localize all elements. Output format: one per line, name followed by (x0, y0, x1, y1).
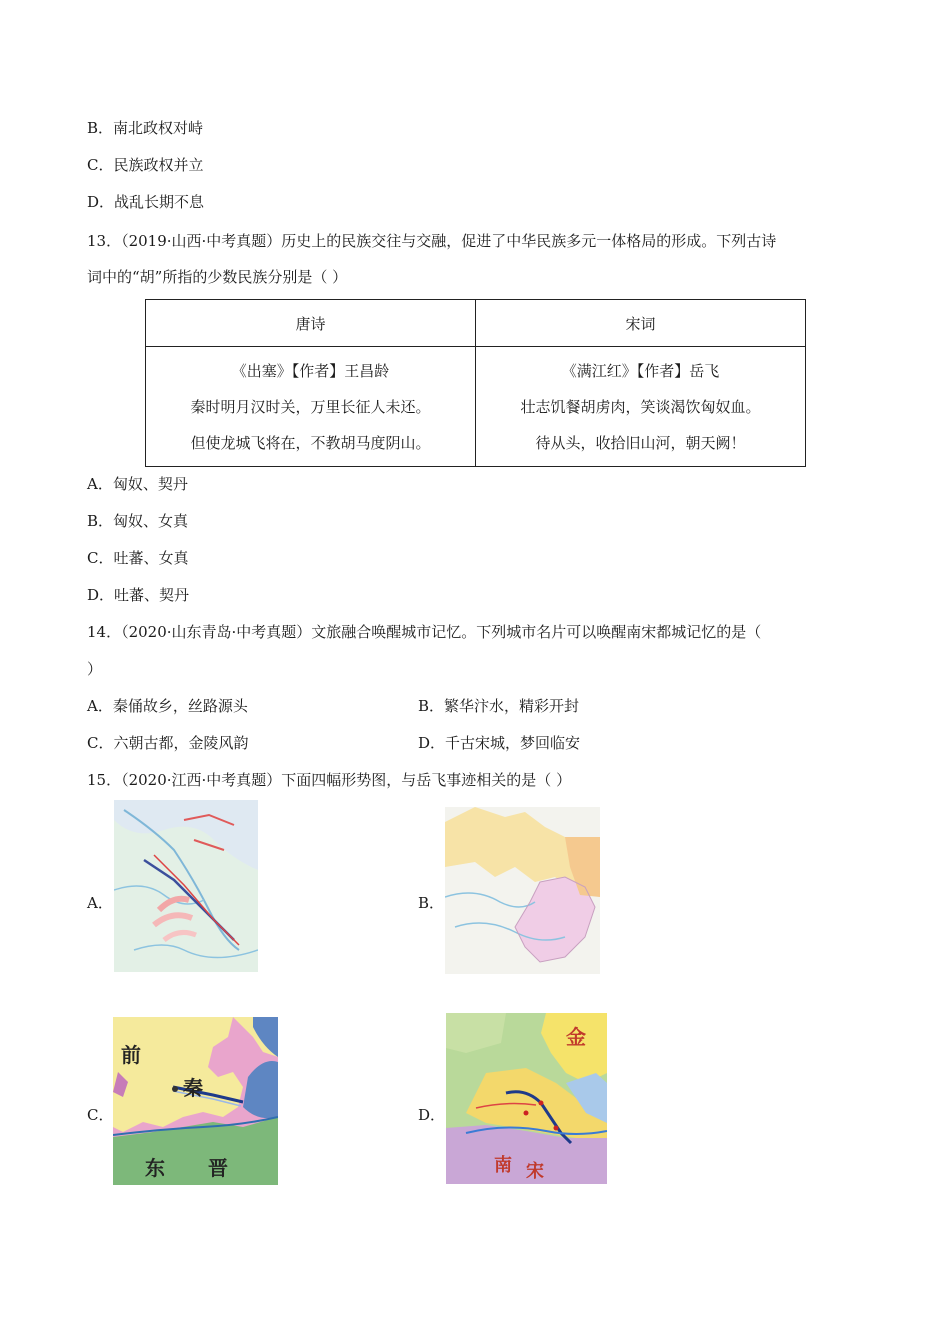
q12-option-b (87, 118, 203, 138)
map-c-label-qian: 前 (121, 1043, 141, 1067)
map-b-image (445, 807, 600, 974)
poem-table (145, 299, 806, 467)
option-label: C． (87, 156, 114, 174)
map-d-label-song: 宋 (526, 1161, 544, 1182)
q13-option-c (87, 548, 189, 568)
option-label: C． (87, 734, 114, 752)
q15-stem (87, 770, 571, 790)
option-text: 匈奴、女真 (113, 512, 189, 530)
song-ci-cell (476, 347, 806, 467)
q13-stem-line1 (87, 231, 776, 251)
option-text: 南北政权对峙 (113, 119, 204, 137)
q12-option-c (87, 155, 204, 175)
question-text: （2019·山西·中考真题）历史上的民族交往与交融，促进了中华民族多元一体格局的形成。下列古诗 (121, 232, 777, 250)
map-a (114, 800, 258, 972)
q13-option-d (87, 585, 189, 605)
option-text: 千古宋城，梦回临安 (445, 734, 581, 752)
option-text: 民族政权并立 (113, 156, 204, 174)
poem-line: 《满江红》【作者】岳飞 (561, 361, 720, 380)
map-c-label-jin: 晋 (208, 1156, 228, 1180)
q12-option-d (87, 192, 204, 212)
poem-line: 壮志饥餐胡虏肉，笑谈渴饮匈奴血。 (520, 397, 761, 416)
q14-stem-line1 (87, 622, 761, 642)
option-text: 秦俑故乡，丝路源头 (112, 697, 248, 715)
q14-option-c (87, 733, 249, 753)
option-label: B． (87, 512, 114, 530)
question-number: 15． (87, 771, 122, 789)
q14-option-a (87, 696, 248, 716)
q14-option-b (418, 696, 579, 716)
option-label: A． (87, 475, 113, 493)
question-text: （2020·江西·中考真题）下面四幅形势图，与岳飞事迹相关的是（ ） (121, 771, 572, 789)
option-label: B． (418, 697, 445, 715)
option-label: D． (87, 193, 115, 211)
map-d-label-jin: 金 (566, 1025, 586, 1049)
table-header-song: 宋词 (476, 300, 806, 347)
question-number: 13． (87, 232, 122, 250)
poem-line: 待从头，收拾旧山河，朝天阙！ (535, 433, 746, 452)
option-label: D． (418, 734, 446, 752)
q13-option-b (87, 511, 188, 531)
option-label: D． (87, 586, 115, 604)
q15-option-a-label: A． (87, 894, 113, 912)
map-d (446, 1013, 607, 1184)
map-c (113, 1017, 278, 1185)
q14-stem-line2: ） (87, 660, 103, 678)
option-label: C． (87, 549, 114, 567)
option-text: 吐蕃、契丹 (114, 586, 190, 604)
map-c-label-dong: 东 (145, 1156, 165, 1180)
option-label: B． (87, 119, 114, 137)
map-a-image (114, 800, 258, 972)
map-d-label-nan: 南 (494, 1155, 512, 1176)
q14-option-d (418, 733, 580, 753)
poem-line: 秦时明月汉时关，万里长征人未还。 (190, 397, 431, 416)
map-c-label-qin: 秦 (183, 1076, 203, 1100)
q13-stem-line2: 词中的“胡”所指的少数民族分别是（ ） (87, 268, 348, 286)
question-number: 14． (87, 623, 122, 641)
option-text: 六朝古都，金陵风韵 (113, 734, 249, 752)
option-text: 战乱长期不息 (114, 193, 205, 211)
poem-line: 但使龙城飞将在，不教胡马度阴山。 (190, 433, 431, 452)
option-text: 匈奴、契丹 (112, 475, 188, 493)
q15-option-c-label: C． (87, 1106, 114, 1124)
table-header-tang: 唐诗 (146, 300, 476, 347)
option-label: A． (87, 697, 113, 715)
option-text: 繁华汴水，精彩开封 (444, 697, 580, 715)
tang-poem-cell (146, 347, 476, 467)
poem-line: 《出塞》【作者】王昌龄 (231, 361, 390, 380)
q15-option-b-label: B． (418, 894, 445, 912)
q15-option-d-label: D． (418, 1106, 446, 1124)
option-text: 吐蕃、女真 (113, 549, 189, 567)
q13-option-a (87, 474, 188, 494)
map-b (445, 807, 600, 974)
question-text: （2020·山东青岛·中考真题）文旅融合唤醒城市记忆。下列城市名片可以唤醒南宋都城记忆的是（ (121, 623, 762, 641)
